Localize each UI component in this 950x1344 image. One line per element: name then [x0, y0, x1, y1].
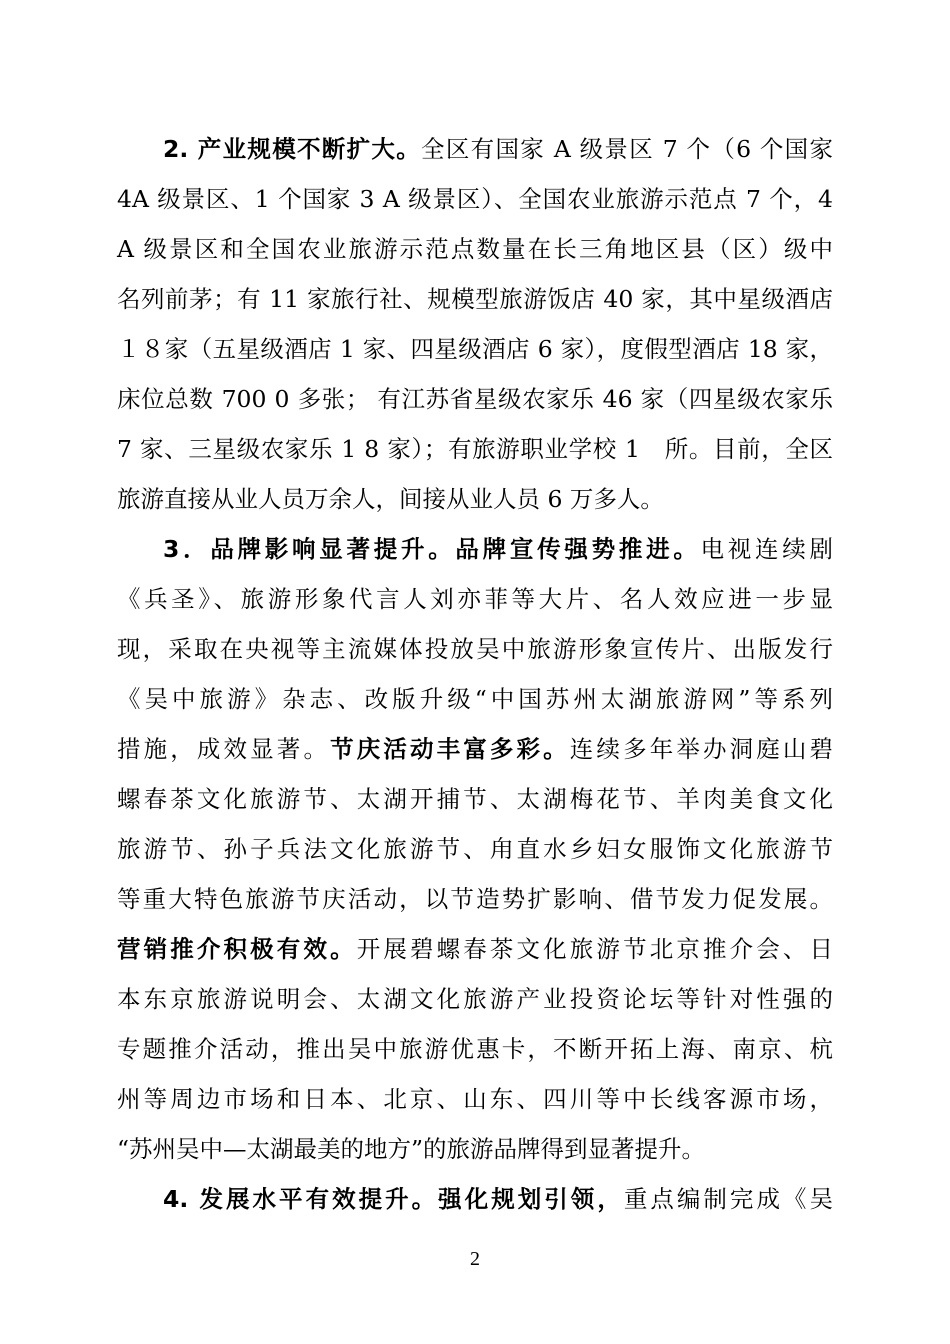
para3-line-7: 旅游节、孙子兵法文化旅游节、甪直水乡妇女服饰文化旅游节 — [117, 835, 833, 863]
para3-line-1: 3．品牌影响显著提升。品牌宣传强势推进。电视连续剧 — [163, 535, 834, 563]
page-number: 2 — [470, 1248, 480, 1270]
para4-heading: 4. 发展水平有效提升。强化规划引领， — [163, 1185, 624, 1213]
para2-heading: 2. 产业规模不断扩大。 — [163, 135, 422, 163]
para3-line-13: “苏州吴中—太湖最美的地方”的旅游品牌得到显著提升。 — [117, 1135, 706, 1163]
para3-line-9: 营销推介积极有效。开展碧螺春茶文化旅游节北京推介会、日 — [117, 935, 834, 963]
para2-line-6: 床位总数 700 0 多张； 有江苏省星级农家乐 46 家（四星级农家乐 — [117, 385, 833, 413]
para3-line-10: 本东京旅游说明会、太湖文化旅游产业投资论坛等针对性强的 — [117, 985, 833, 1013]
marketing-subheading: 营销推介积极有效。 — [117, 935, 357, 963]
para3-line-3: 现，采取在央视等主流媒体投放吴中旅游形象宣传片、出版发行 — [117, 635, 833, 663]
para3-line-4: 《吴中旅游》杂志、改版升级“中国苏州太湖旅游网”等系列 — [117, 685, 833, 713]
para3-heading: 3．品牌影响显著提升。品牌宣传强势推进。 — [163, 535, 701, 563]
para2-line-1: 2. 产业规模不断扩大。全区有国家 A 级景区 7 个（6 个国家 — [163, 135, 833, 163]
para2-line-2: 4A 级景区、1 个国家 3 A 级景区）、全国农业旅游示范点 7 个，4 — [117, 185, 833, 213]
para4-line-1: 4. 发展水平有效提升。强化规划引领，重点编制完成《吴 — [163, 1185, 833, 1213]
para2-line-5: １８家（五星级酒店 1 家、四星级酒店 6 家），度假型酒店 18 家， — [117, 335, 833, 363]
festival-subheading: 节庆活动丰富多彩。 — [330, 735, 570, 763]
para2-line-4: 名列前茅；有 11 家旅行社、规模型旅游饭店 40 家，其中星级酒店 — [117, 285, 833, 313]
para3-line-2: 《兵圣》、旅游形象代言人刘亦菲等大片、名人效应进一步显 — [117, 585, 833, 613]
para3-line-6: 螺春茶文化旅游节、太湖开捕节、太湖梅花节、羊肉美食文化 — [117, 785, 833, 813]
para3-line-8: 等重大特色旅游节庆活动，以节造势扩影响、借节发力促发展。 — [117, 885, 833, 913]
para2-line-7: 7 家、三星级农家乐 1 8 家）；有旅游职业学校 1 所。目前，全区 — [117, 435, 833, 463]
para3-line-12: 州等周边市场和日本、北京、山东、四川等中长线客源市场， — [117, 1085, 833, 1113]
para3-line-5: 措施，成效显著。节庆活动丰富多彩。连续多年举办洞庭山碧 — [117, 735, 834, 763]
para2-line-8: 旅游直接从业人员万余人，间接从业人员 6 万多人。 — [117, 485, 664, 513]
para3-line-11: 专题推介活动，推出吴中旅游优惠卡，不断开拓上海、南京、杭 — [117, 1035, 833, 1063]
para2-line-3: A 级景区和全国农业旅游示范点数量在长三角地区县（区）级中 — [117, 235, 833, 263]
